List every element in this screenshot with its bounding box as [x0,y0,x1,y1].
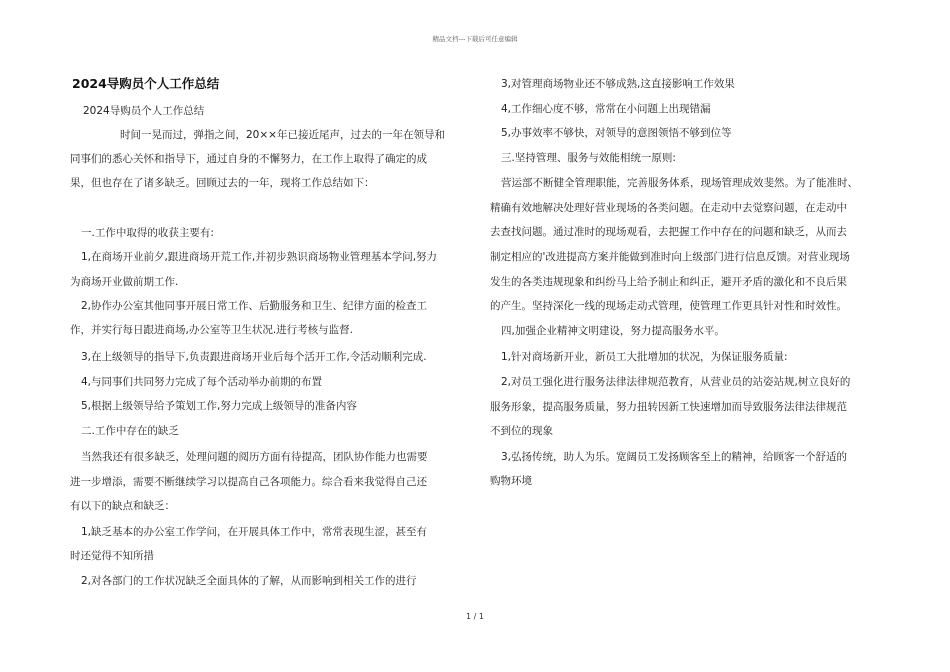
page-number: 1 / 1 [466,612,484,621]
page-header: 精品文档---下载后可任意编辑 [432,35,518,43]
paragraph-line: 1,在商场开业前夕,跟进商场开荒工作,并初步熟识商场物业管理基本学问,努力 [81,251,438,263]
paragraph-line: 5,办事效率不够快，对领导的意图领悟不够到位等 [501,127,732,139]
paragraph-line: 为商场开业做前期工作. [70,276,179,288]
paragraph-line: 2,协作办公室其他同事开展日常工作、后勤服务和卫生、纪律方面的检查工 [81,300,428,312]
paragraph-line: 服务形象，提高服务质量，努力扭转因新工快速增加而导致服务法律法律规范 [490,401,847,413]
section-heading: 二.工作中存在的缺乏 [81,425,179,437]
paragraph-line: 4,与同事们共同努力完成了每个活动举办前期的布置 [81,376,323,388]
paragraph-line: 时还觉得不知所措 [70,550,154,562]
document-title: 2024导购员个人工作总结 [72,76,220,91]
paragraph-line: 发生的各类违规现象和纠纷马上给予制止和纠正，避开矛盾的激化和不良后果 [490,276,847,288]
paragraph-line: 3,在上级领导的指导下,负责跟进商场开业后每个活开工作,令活动顺利完成. [81,351,427,363]
paragraph-line: 4,工作细心度不够，常常在小问题上出现错漏 [501,103,711,115]
paragraph-line: 时间一晃而过，弹指之间，20××年已接近尾声，过去的一年在领导和 [120,129,445,141]
paragraph-line: 的产生。坚持深化一线的现场走动式管理，使管理工作更具针对性和时效性。 [490,300,847,312]
paragraph-line: 精确有效地解决处理好营业现场的各类问题。在走动中去觉察问题，在走动中 [490,202,847,214]
paragraph-line: 当然我还有很多缺乏，处理问题的阅历方面有待提高，团队协作能力也需要 [81,451,428,463]
paragraph-line: 2,对各部门的工作状况缺乏全面具体的了解，从而影响到相关工作的进行 [81,575,417,587]
paragraph-line: 购物环境 [490,475,532,487]
paragraph-line: 1,缺乏基本的办公室工作学问，在开展具体工作中，常常表现生涩，甚至有 [81,526,428,538]
paragraph-line: 进一步增添，需要不断继续学习以提高自己各项能力。综合看来我觉得自己还 [70,476,427,488]
paragraph-line: 不到位的现象 [490,425,553,437]
paragraph-line: 去查找问题。通过准时的现场观看，去把握工作中存在的问题和缺乏，从而去 [490,226,847,238]
paragraph-line: 3,对管理商场物业还不够成熟,这直接影响工作效果 [501,78,735,90]
paragraph-line: 1,针对商场新开业，新员工大批增加的状况，为保证服务质量: [501,351,788,363]
section-heading: 一.工作中取得的收获主要有: [81,227,214,239]
document-subtitle: 2024导购员个人工作总结 [83,105,205,117]
paragraph-line: 有以下的缺点和缺乏： [70,500,175,512]
paragraph-line: 作，并实行每日跟进商场,办公室等卫生状况.进行考核与监督. [70,324,354,336]
paragraph-line: 制定相应的'改进提高方案并能做到准时向上级部门进行信息反馈。对营业现场 [490,251,850,263]
paragraph-line: 5,根据上级领导给予策划工作,努力完成上级领导的准备内容 [81,400,357,412]
paragraph-line: 营运部不断健全管理职能，完善服务体系，现场管理成效斐然。为了能准时、 [501,177,858,189]
paragraph-line: 果，但也存在了诸多缺乏。回顾过去的一年，现将工作总结如下： [70,177,375,189]
section-heading: 三.坚持管理、服务与效能相统一原则: [501,152,676,164]
section-heading: 四,加强企业精神文明建设，努力提高服务水平。 [501,325,725,337]
paragraph-line: 2,对员工强化进行服务法律法律规范教育，从营业员的站姿站规,树立良好的 [501,376,851,388]
paragraph-line: 同事们的悉心关怀和指导下，通过自身的不懈努力，在工作上取得了确定的成 [70,153,427,165]
paragraph-line: 3,弘扬传统，助人为乐。宽阔员工发扬顾客至上的精神，给顾客一个舒适的 [501,451,848,463]
